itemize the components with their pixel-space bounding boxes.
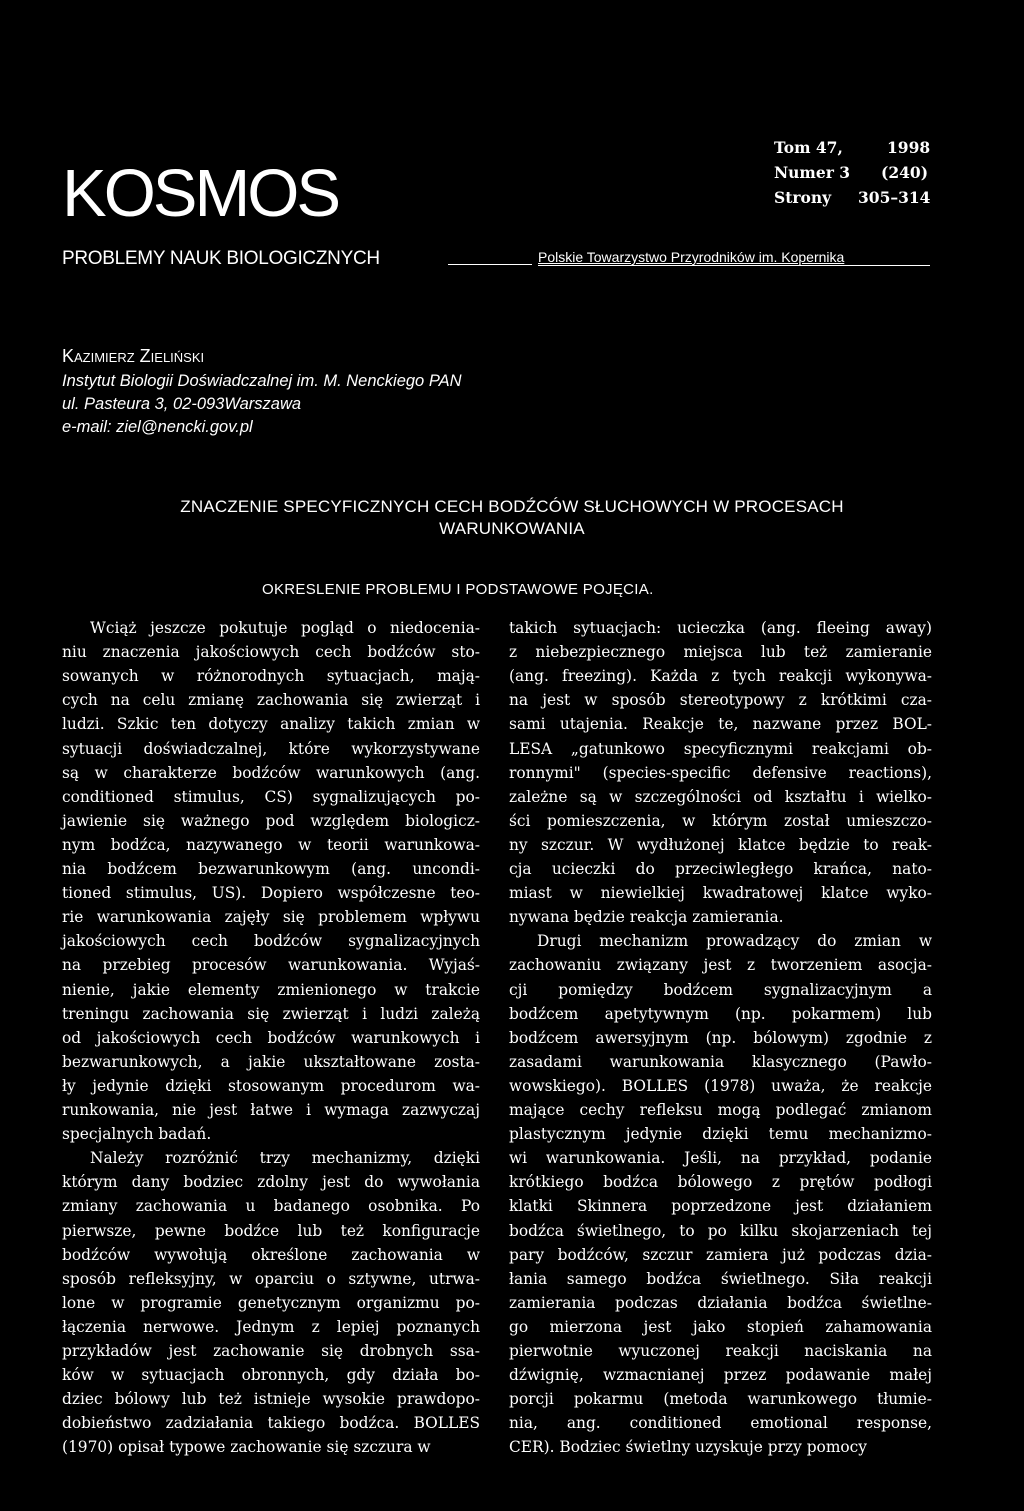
text-line: (ang. freezing). Każda z tych reakcji wykonywa- [509,667,932,686]
text-line: krótkiego bodźca bólowego z prętów podłogi [509,1173,932,1192]
publisher-link[interactable]: Polskie Towarzystwo Przyrodników im. Kopernika [538,249,845,265]
text-line: nia, ang. conditioned emotional response, [509,1414,932,1433]
text-line: nym bodźca, nazywanego w teorii warunkowa- [62,835,480,854]
text-line: sowanych w różnorodnych sytuacjach, mają- [62,667,480,686]
issue-label: Numer 3 [774,163,851,182]
text-line: CER). Bodziec świetlny uzyskuje przy pomocy [509,1438,867,1457]
text-line: nywana będzie reakcja zamierania. [509,908,784,927]
text-line: mające cechy refleksu mogą podlegać zmianom [509,1101,932,1119]
text-line: pierwsze, pewne bodźce lub też konfiguracje [62,1221,480,1240]
text-line: nienie, jakie elementy zmienionego w trakcie [62,980,480,999]
text-line: zmiany zachowania u badanego osobnika. Po [62,1197,480,1216]
text-line: ludzi. Szkic ten dotyczy analizy takich zmian w [62,715,480,734]
text-line: nia bodźcem bezwarunkowym (ang. uncondi- [62,860,480,878]
header-rule-right [538,265,930,266]
text-line: jawienie się ważnego pod względem biologicz- [62,811,480,830]
issue-number: (240) [881,163,929,182]
text-line: runkowania, nie jest łatwe i wymaga zazwyczaj [62,1101,480,1119]
text-line: zachowaniu związany jest z tworzeniem asocja- [509,956,932,975]
text-line: klatki Skinnera poprzedzone jest działaniem [509,1197,932,1216]
text-line: ny szczur. W wydłużonej klatce będzie to reak- [509,835,932,854]
text-line: dziec bólowy lub też istnieje wysokie prawdopo- [62,1390,480,1409]
text-line: ści pomieszczenia, w którym został umieszczo- [509,811,932,830]
header-rule-left [448,264,532,265]
text-line: sposób refleksyjny, w oparciu o sztywne, utrwa- [62,1269,480,1288]
text-line: łania samego bodźca świetlnego. Siła reakcji [509,1269,932,1288]
text-line: specjalnych badań. [62,1125,212,1144]
text-line: bodźcem apetytywnym (np. pokarmem) lub [509,1004,932,1023]
text-line: łączenia nerwowe. Jednym z lepiej poznanych [62,1317,480,1336]
text-line: cji pomiędzy bodźcem sygnalizacyjnym a [509,980,932,999]
volume-label: Tom 47, [774,138,843,157]
text-line: miast w niewielkiej kwadratowej klatce wyko- [509,884,932,903]
text-line: bodźców wywołują określone zachowania w [62,1245,480,1264]
affiliation-address: ul. Pasteura 3, 02-093Warszawa [62,395,302,413]
affiliation-institute: Instytut Biologii Doświadczalnej im. M. Nenckiego PAN [62,372,462,390]
text-line: są w charakterze bodźców warunkowych (ang. [62,763,480,782]
text-line: przykładów jest zachowanie się drobnych ssa- [62,1342,480,1360]
text-line: na jest w sposób stereotypowy z krótkimi cza- [509,691,932,710]
text-line: tioned stimulus, US). Dopiero współczesne teo- [62,884,480,903]
text-line: z niebezpiecznego miejsca lub też zamieranie [509,643,932,662]
text-line: cych na celu zmianę zachowania się zwierząt i [62,691,480,710]
text-line: pary bodźców, szczur zamiera już podczas dzia- [509,1245,932,1264]
text-line: niu znaczenia jakościowych cech bodźców sto- [62,643,480,662]
text-line: go mierzona jest jako stopień zahamowania [509,1317,932,1336]
text-line: treningu zachowania się zwierząt i ludzi zależą [62,1004,480,1023]
year: 1998 [887,138,931,157]
text-line: bodźcem awersyjnym (np. bólowym) zgodnie z [509,1028,932,1047]
text-line: dobieństwo zadziałania takiego bodźca. BOLLES [62,1414,480,1433]
text-line: którym dany bodziec zdolny jest do wywołania [62,1173,480,1192]
text-line: plastycznym jedynie dzięki temu mechanizmo- [509,1125,932,1144]
text-line: zależne są w szczególności od kształtu i wielko- [509,787,932,806]
text-line: ły jedynie dzięki stosowanym procedurom wa- [62,1076,480,1095]
text-line: dźwignię, wzmacnianej przez podawanie małej [509,1366,932,1385]
author-name: Kazimierz Zieliński [62,346,205,366]
text-line: ków w sytuacjach obronnych, gdy działa bo- [62,1366,480,1385]
text-line: bodźca świetlnego, to po kilku skojarzeniach tej [509,1221,932,1240]
journal-logo: KOSMOS [62,156,339,231]
text-line: zamierania podczas działania bodźca świetlne- [509,1293,932,1312]
text-line: wi warunkowania. Jeśli, na przykład, podanie [509,1149,932,1168]
text-line: pierwotnie wyuczonej reakcji naciskania na [509,1342,932,1360]
pages-range: 305–314 [858,188,931,207]
article-title-line-1: ZNACZENIE SPECYFICZNYCH CECH BODŹCÓW SŁUCHOWYCH W PROCESACH [180,497,844,516]
affiliation-email[interactable]: e-mail: ziel@nencki.gov.pl [62,418,253,436]
text-line: wowskiego). BOLLES (1978) uważa, że reakcje [509,1076,932,1095]
text-line: jakościowych cech bodźców sygnalizacyjnych [62,932,480,951]
text-line: Wciąż jeszcze pokutuje pogląd o niedocenia- [90,619,480,637]
journal-subtitle: PROBLEMY NAUK BIOLOGICZNYCH [62,248,380,269]
text-line: sami utajenia. Reakcje te, nazwane przez BOL- [509,715,932,734]
text-line: takich sytuacjach: ucieczka (ang. fleeing away) [509,619,932,637]
text-line: sytuacji doświadczalnej, które wykorzystywane [62,739,480,758]
text-line: lone w programie genetycznym organizmu po- [62,1293,480,1312]
text-line: od jakościowych cech bodźców warunkowych i [62,1028,480,1047]
text-line: conditioned stimulus, CS) sygnalizujących po- [62,787,480,806]
text-line: na przebieg procesów warunkowania. Wyjaś- [62,956,480,975]
text-line: (1970) opisał typowe zachowanie się szczura w [62,1438,431,1457]
article-title-line-2: WARUNKOWANIA [439,519,585,538]
text-line: porcji pokarmu (metoda warunkowego tłumie- [509,1390,932,1409]
text-line: rie warunkowania zajęły się problemem wpływu [62,908,480,927]
text-line: bezwarunkowych, a jakie ukształtowane zosta- [62,1052,480,1071]
section-heading: OKRESLENIE PROBLEMU I PODSTAWOWE POJĘCIA. [262,581,654,598]
text-line: ronnymi" (species-specific defensive reactions), [509,763,932,782]
text-line: Drugi mechanizm prowadzący do zmian w [537,932,932,951]
article-title [62,496,962,540]
text-line: zasadami warunkowania klasycznego (Pawło- [509,1052,932,1071]
text-line: Należy rozróżnić trzy mechanizmy, dzięki [90,1149,480,1168]
text-line: LESA „gatunkowo specyficznymi reakcjami ob- [509,739,932,758]
pages-label: Strony [774,188,832,207]
text-line: cja ucieczki do przeciwległego krańca, nato- [509,860,932,878]
